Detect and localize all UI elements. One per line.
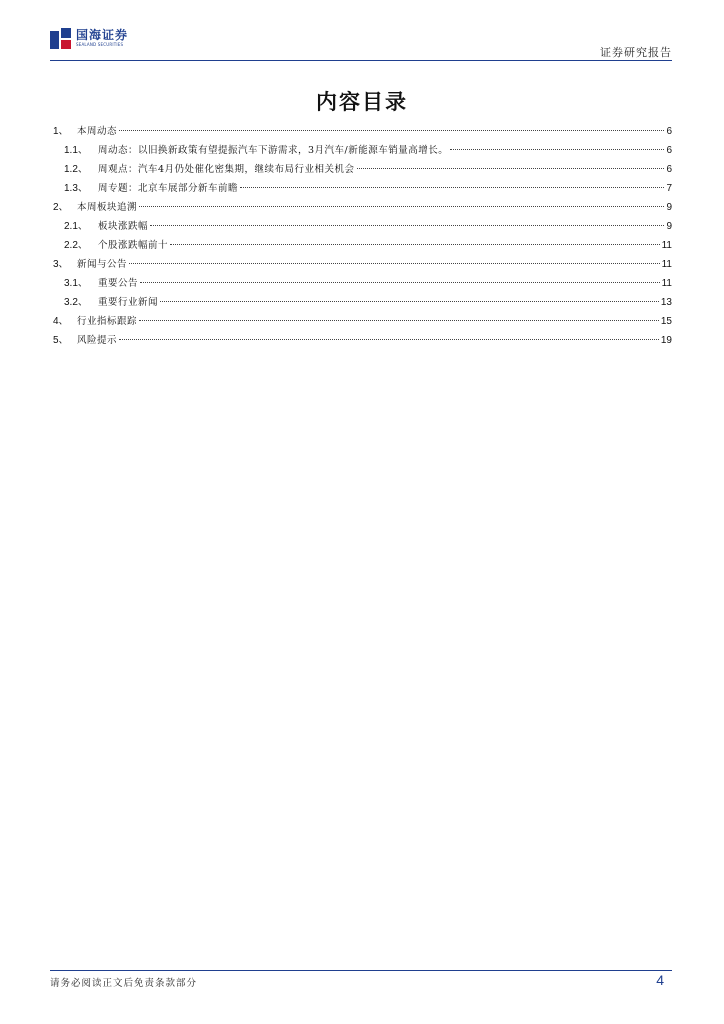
toc-entry-page: 6 [666, 126, 672, 137]
toc-entry-number: 3、 [53, 259, 69, 270]
toc-entry[interactable] [50, 217, 672, 236]
toc-entry[interactable] [50, 122, 672, 141]
toc-leader-dots [119, 338, 659, 340]
toc-entry-number: 2.1、 [64, 221, 88, 232]
toc-entry[interactable] [50, 255, 672, 274]
toc-entry-text: 本周动态 [77, 126, 118, 137]
toc-entry-text: 个股涨跌幅前十 [98, 240, 169, 251]
page-header [50, 28, 672, 61]
toc-entry-text: 新闻与公告 [77, 259, 128, 270]
toc-entry-page: 6 [666, 145, 672, 156]
toc-entry-page: 15 [660, 316, 672, 327]
toc-entry[interactable] [50, 236, 672, 255]
toc-entry[interactable] [50, 179, 672, 198]
toc-entry-page: 19 [660, 335, 672, 346]
page-number: 4 [656, 972, 664, 988]
toc-leader-dots [129, 262, 660, 264]
toc-entry-text: 行业指标跟踪 [77, 316, 138, 327]
toc-entry-text: 本周板块追溯 [77, 202, 138, 213]
toc-entry-number: 2、 [53, 202, 69, 213]
toc-entry[interactable] [50, 160, 672, 179]
toc-leader-dots [240, 186, 664, 188]
report-type-label: 证券研究报告 [600, 46, 672, 59]
toc-entry-number: 4、 [53, 316, 69, 327]
toc-title: 内容目录 [316, 89, 408, 114]
toc-entry-page: 9 [666, 221, 672, 232]
toc-entry-page: 6 [666, 164, 672, 175]
toc-leader-dots [139, 205, 664, 207]
toc-leader-dots [150, 224, 664, 226]
toc-entry-page: 11 [661, 259, 672, 270]
toc-entry-number: 1.2、 [64, 164, 88, 175]
toc-entry-page: 13 [660, 297, 672, 308]
toc-entry[interactable] [50, 198, 672, 217]
toc-entry-text: 重要公告 [98, 278, 139, 289]
toc-leader-dots [139, 319, 659, 321]
toc-entry[interactable] [50, 312, 672, 331]
toc-entry-page: 11 [661, 240, 672, 251]
toc-entry[interactable] [50, 331, 672, 350]
toc-entry-text: 周观点：汽车4月仍处催化密集期，继续布局行业相关机会 [98, 164, 355, 175]
toc-entry-number: 5、 [53, 335, 69, 346]
page-footer [50, 970, 672, 991]
toc-leader-dots [119, 129, 664, 131]
toc-entry-text: 板块涨跌幅 [98, 221, 149, 232]
toc-entry-number: 1.3、 [64, 183, 88, 194]
toc-entry-number: 3.1、 [64, 278, 88, 289]
logo-mark-icon [50, 28, 72, 50]
toc-entry-page: 7 [666, 183, 672, 194]
toc-entry-number: 2.2、 [64, 240, 88, 251]
toc-leader-dots [450, 148, 664, 150]
toc-entry-number: 1.1、 [64, 145, 88, 156]
toc-entry-text: 周动态：以旧换新政策有望提振汽车下游需求，3月汽车/新能源车销量高增长。 [98, 145, 449, 156]
toc-leader-dots [140, 281, 660, 283]
logo-chinese-name: 国海证券 [76, 28, 129, 42]
toc-entry[interactable] [50, 141, 672, 160]
toc-entry-text: 风险提示 [77, 335, 118, 346]
toc-leader-dots [357, 167, 665, 169]
toc-entry-text: 重要行业新闻 [98, 297, 159, 308]
toc-entry-page: 11 [661, 278, 672, 289]
toc-leader-dots [170, 243, 660, 245]
toc-entry-page: 9 [666, 202, 672, 213]
toc-leader-dots [160, 300, 659, 302]
toc-entry[interactable] [50, 274, 672, 293]
company-logo [50, 28, 128, 52]
table-of-contents [50, 122, 672, 350]
toc-entry-text: 周专题：北京车展部分新车前瞻 [98, 183, 239, 194]
disclaimer-note: 请务必阅读正文后免责条款部分 [50, 978, 198, 989]
toc-entry-number: 3.2、 [64, 297, 88, 308]
toc-entry-number: 1、 [53, 126, 69, 137]
logo-english-name: SEALAND SECURITIES [76, 42, 124, 47]
toc-entry[interactable] [50, 293, 672, 312]
